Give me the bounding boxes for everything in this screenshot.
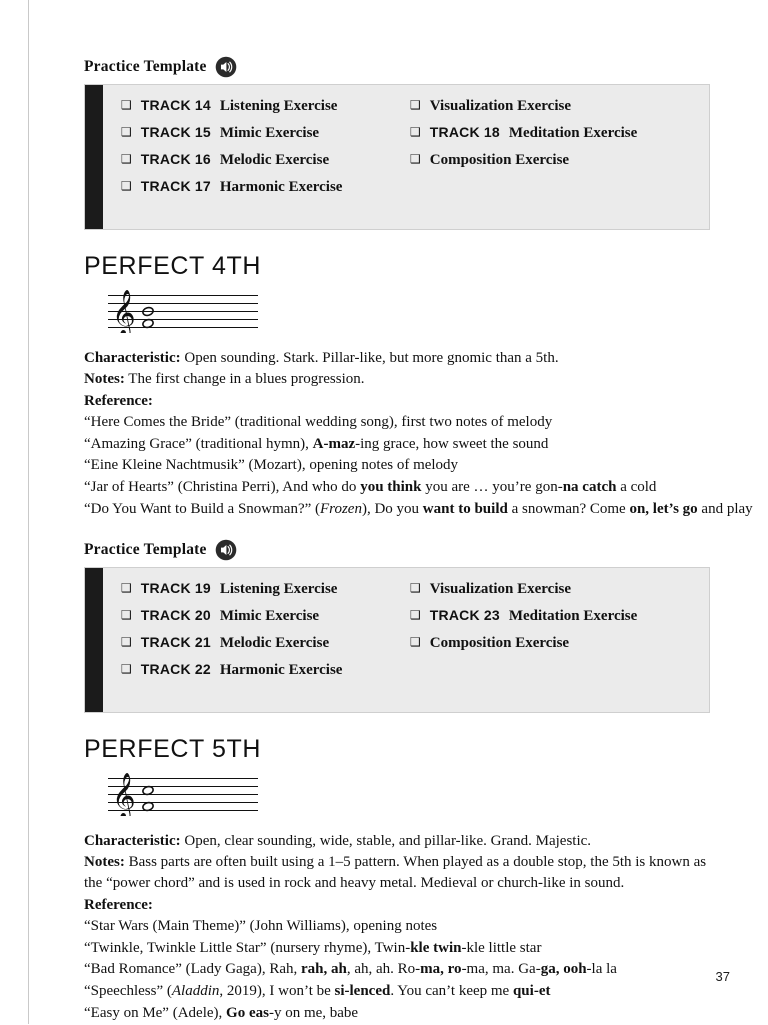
checkbox-icon[interactable]: ❑ xyxy=(410,98,421,112)
reference-list-5th xyxy=(84,916,710,1025)
exercise-label: Visualization Exercise xyxy=(429,580,572,597)
track-label: TRACK 22 xyxy=(140,660,211,677)
checkbox-icon[interactable]: ❑ xyxy=(121,152,132,166)
exercise-label: Melodic Exercise xyxy=(219,634,330,651)
exercise-label: Listening Exercise xyxy=(219,98,338,114)
practice-template-column-left xyxy=(121,97,410,217)
reference-list-4th xyxy=(84,412,753,521)
reference-item: “Here Comes the Bride” (traditional wedding song), first two notes of melody xyxy=(84,413,553,430)
box-accent-bar xyxy=(85,568,103,712)
list-item[interactable] xyxy=(410,124,699,142)
characteristic-text: Open, clear sounding, wide, stable, and pillar-like. Grand. Majestic. xyxy=(180,832,592,849)
list-item[interactable] xyxy=(121,607,410,625)
track-label: TRACK 18 xyxy=(429,124,500,140)
reference-item: “Amazing Grace” (traditional hymn), A-maz-ing grace, how sweet the sound xyxy=(84,435,549,452)
page-gutter-rule xyxy=(28,0,29,1024)
practice-template-column-left xyxy=(121,580,410,700)
exercise-label: Mimic Exercise xyxy=(219,607,320,624)
list-item[interactable] xyxy=(410,634,699,652)
reference-item: “Star Wars (Main Theme)” (John Williams), opening notes xyxy=(84,917,438,934)
list-item[interactable] xyxy=(121,580,410,598)
checkbox-icon[interactable]: ❑ xyxy=(121,179,132,193)
exercise-label: Melodic Exercise xyxy=(219,152,330,168)
interval-title-perfect-4th: PERFECT 4TH xyxy=(84,252,261,280)
reference-item: “Jar of Hearts” (Christina Perri), And who do you think you are … you’re gon-na catch a cold xyxy=(84,479,657,496)
list-item[interactable] xyxy=(121,97,410,115)
characteristic-line-5th xyxy=(84,831,710,852)
exercise-label: Meditation Exercise xyxy=(508,607,638,624)
track-label: TRACK 20 xyxy=(140,606,211,623)
exercise-label: Harmonic Exercise xyxy=(219,179,343,195)
reference-label-4th xyxy=(84,391,710,412)
reference-label: Reference: xyxy=(84,896,153,913)
exercise-label: Meditation Exercise xyxy=(508,125,638,141)
checkbox-icon[interactable]: ❑ xyxy=(121,634,132,649)
track-label: TRACK 16 xyxy=(140,151,211,167)
list-item[interactable] xyxy=(121,124,410,142)
track-label: TRACK 14 xyxy=(140,97,211,113)
list-item[interactable] xyxy=(410,151,699,169)
exercise-label: Visualization Exercise xyxy=(429,98,572,114)
reference-item: “Speechless” (Aladdin, 2019), I won’t be si-lenced. You can’t keep me qui-et xyxy=(84,983,551,1000)
track-label: TRACK 23 xyxy=(429,606,500,623)
list-item[interactable] xyxy=(121,661,410,679)
speaker-icon xyxy=(215,539,237,561)
checkbox-icon[interactable]: ❑ xyxy=(121,125,132,139)
list-item[interactable] xyxy=(410,580,699,598)
reference-item: “Do You Want to Build a Snowman?” (Frozen), Do you want to build a snowman? Come on, let’s go and play xyxy=(84,500,753,517)
exercise-label: Harmonic Exercise xyxy=(219,661,343,678)
reference-item: “Eine Kleine Nachtmusik” (Mozart), opening notes of melody xyxy=(84,457,459,474)
exercise-label: Listening Exercise xyxy=(219,580,338,597)
notes-line-5th xyxy=(84,852,710,895)
reference-label: Reference: xyxy=(84,392,153,409)
practice-template-column-right xyxy=(410,580,699,700)
checkbox-icon[interactable]: ❑ xyxy=(121,607,132,622)
practice-template-box-1 xyxy=(84,84,710,230)
practice-template-title: Practice Template xyxy=(84,540,207,558)
exercise-label: Composition Exercise xyxy=(429,634,570,651)
interval-title-perfect-5th: PERFECT 5TH xyxy=(84,734,261,763)
box-accent-bar xyxy=(85,85,103,229)
track-label: TRACK 15 xyxy=(140,124,211,140)
practice-template-title: Practice Template xyxy=(84,58,207,75)
exercise-label: Composition Exercise xyxy=(429,152,570,168)
checkbox-icon[interactable]: ❑ xyxy=(410,152,421,166)
music-staff-perfect-4th xyxy=(108,287,710,338)
reference-item: “Bad Romance” (Lady Gaga), Rah, rah, ah, ah, ah. Ro-ma, ro-ma, ma. Ga-ga, ooh-la la xyxy=(84,961,617,978)
checkbox-icon[interactable]: ❑ xyxy=(121,661,132,676)
list-item[interactable] xyxy=(121,634,410,652)
speaker-icon xyxy=(215,56,237,78)
list-item[interactable] xyxy=(121,178,410,196)
notes-label: Notes: xyxy=(84,371,125,388)
music-staff-perfect-5th xyxy=(108,770,710,821)
exercise-label: Mimic Exercise xyxy=(219,125,320,141)
checkbox-icon[interactable]: ❑ xyxy=(121,98,132,112)
reference-item: “Easy on Me” (Adele), Go eas-y on me, babe xyxy=(84,1004,359,1021)
notes-text: Bass parts are often built using a 1–5 pattern. When played as a double stop, the 5th is known as the “power chord” and is used in rock and heavy metal. Medieval or church-like in sound. xyxy=(84,853,707,892)
track-label: TRACK 17 xyxy=(140,178,211,194)
characteristic-line-4th xyxy=(84,348,710,369)
track-label: TRACK 19 xyxy=(140,579,211,596)
svg-text:𝄞: 𝄞 xyxy=(112,290,136,333)
practice-template-header-1 xyxy=(84,56,710,78)
characteristic-text: Open sounding. Stark. Pillar-like, but more gnomic than a 5th. xyxy=(180,350,559,366)
notes-line-4th xyxy=(84,369,710,390)
list-item[interactable] xyxy=(410,607,699,625)
practice-template-column-right xyxy=(410,97,699,217)
practice-template-columns xyxy=(103,568,709,712)
notes-text: The first change in a blues progression. xyxy=(124,371,365,388)
checkbox-icon[interactable]: ❑ xyxy=(410,580,421,595)
list-item[interactable] xyxy=(410,97,699,115)
reference-item: “Twinkle, Twinkle Little Star” (nursery rhyme), Twin-kle twin-kle little star xyxy=(84,939,542,956)
list-item[interactable] xyxy=(121,151,410,169)
practice-template-columns xyxy=(103,85,709,229)
checkbox-icon[interactable]: ❑ xyxy=(410,634,421,649)
checkbox-icon[interactable]: ❑ xyxy=(410,125,421,139)
checkbox-icon[interactable]: ❑ xyxy=(121,580,132,595)
practice-template-box-2 xyxy=(84,567,710,713)
practice-template-header-2 xyxy=(84,539,710,561)
checkbox-icon[interactable]: ❑ xyxy=(410,607,421,622)
track-label: TRACK 21 xyxy=(140,633,211,650)
svg-text:𝄞: 𝄞 xyxy=(112,772,136,816)
page-number: 37 xyxy=(715,969,730,984)
notes-label: Notes: xyxy=(84,853,125,870)
reference-label-5th xyxy=(84,895,710,916)
characteristic-label: Characteristic: xyxy=(84,350,181,366)
characteristic-label: Characteristic: xyxy=(84,832,181,849)
